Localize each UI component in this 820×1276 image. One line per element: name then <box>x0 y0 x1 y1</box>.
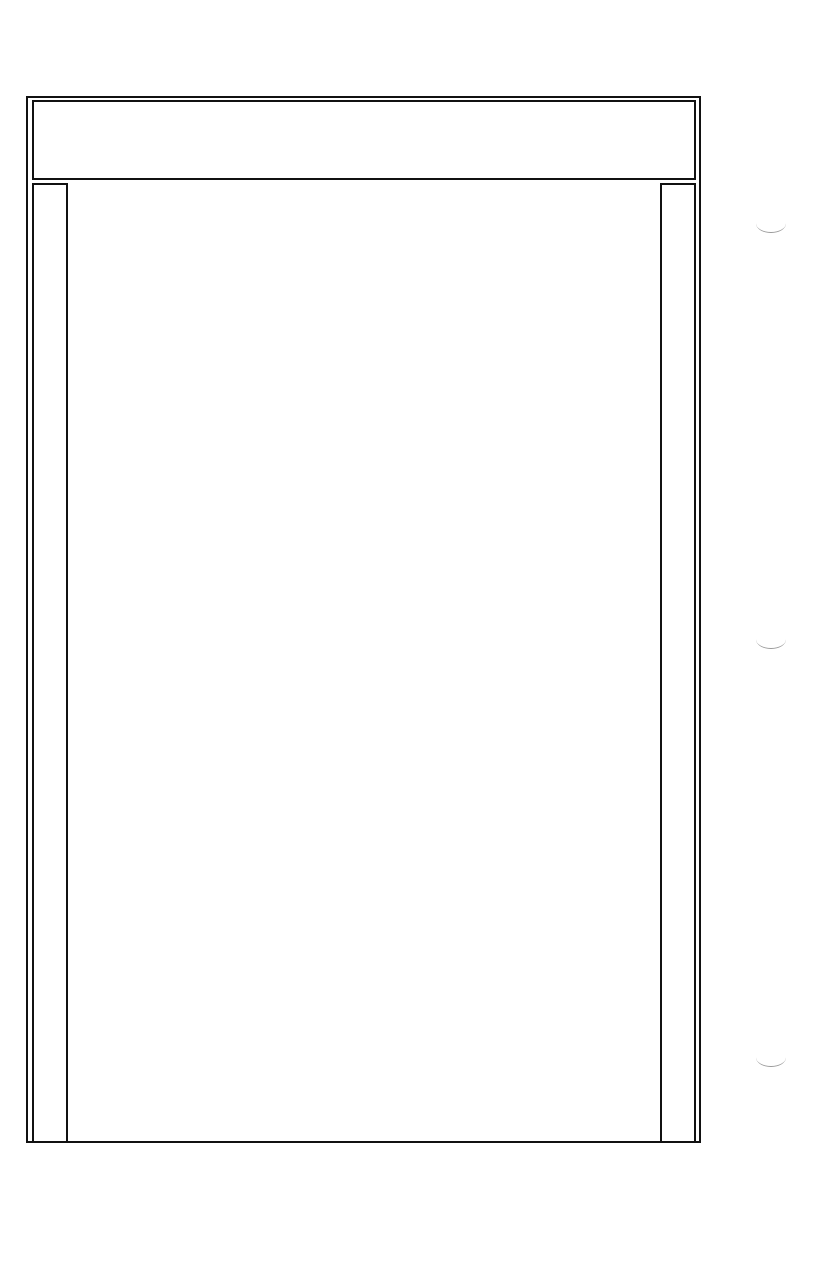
margin-mark <box>756 214 786 233</box>
header-box <box>32 100 696 180</box>
margin-mark <box>756 1048 786 1067</box>
margin-mark <box>756 630 786 649</box>
right-sidebar <box>660 183 696 1143</box>
left-sidebar <box>32 183 68 1143</box>
page-frame <box>26 96 701 1143</box>
